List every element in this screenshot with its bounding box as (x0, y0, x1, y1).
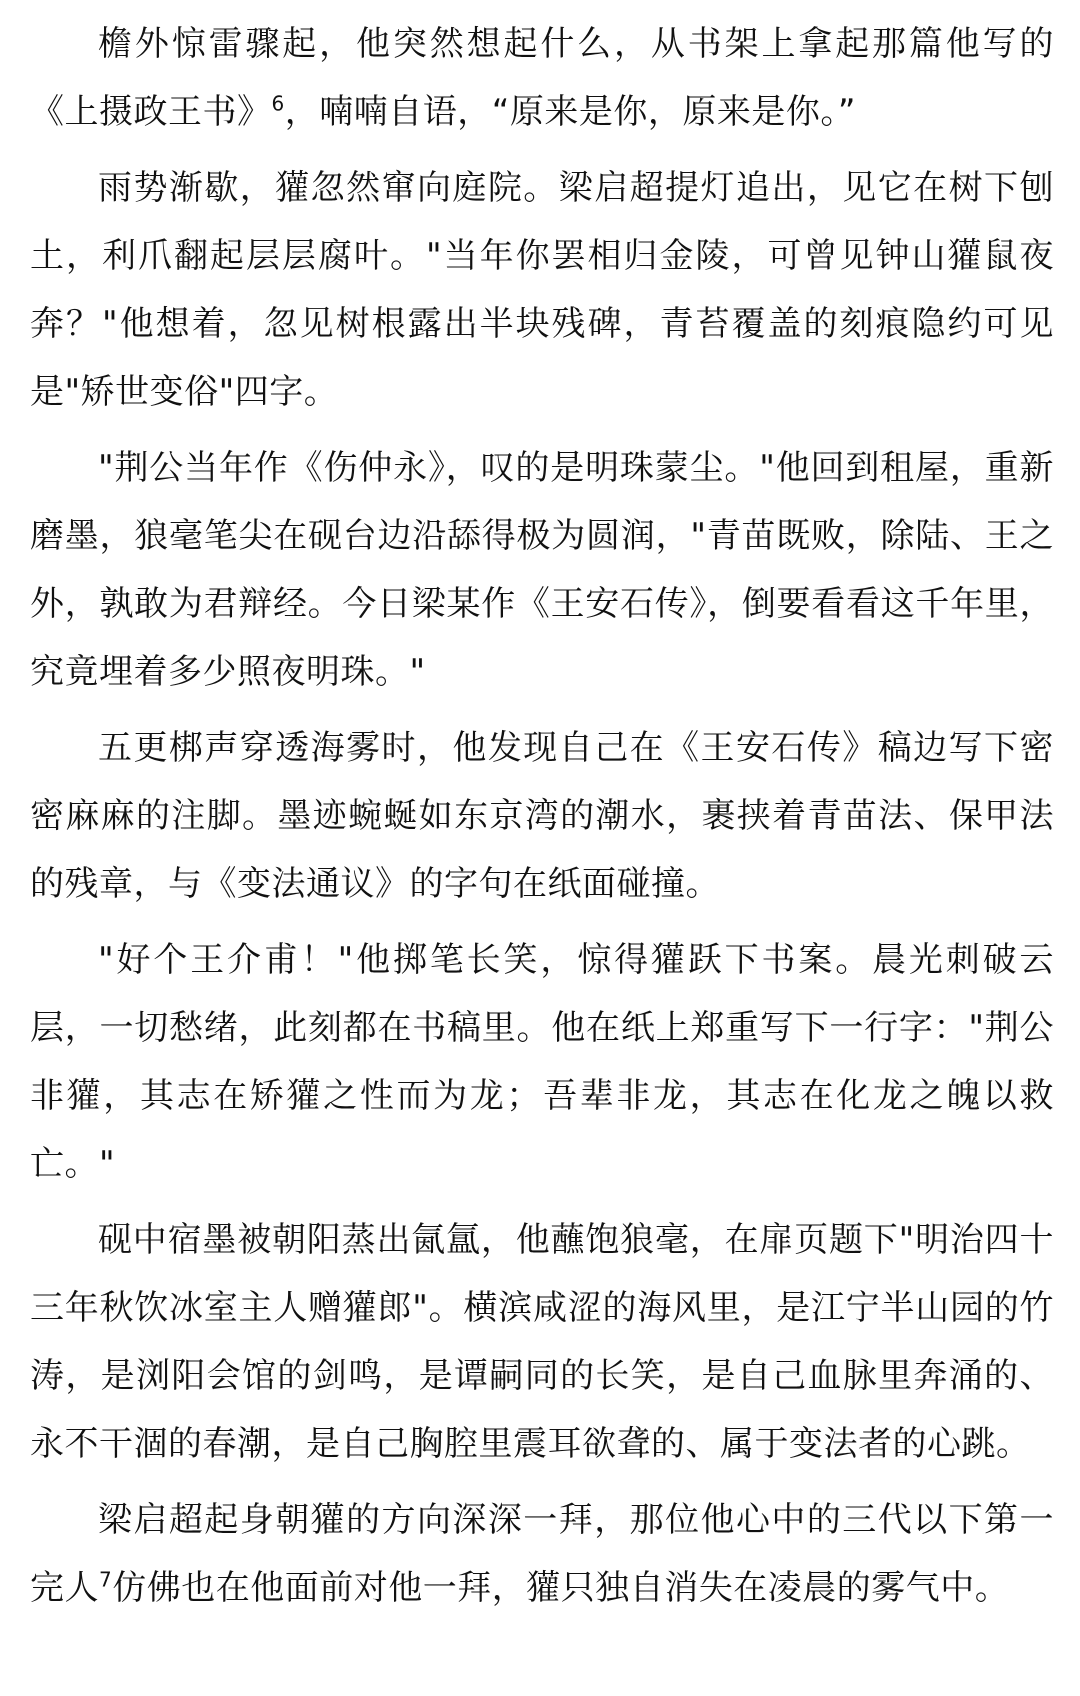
paragraph-2: 雨势渐歇，獾忽然窜向庭院。梁启超提灯追出，见它在树下刨土，利爪翻起层层腐叶。"当年你罢相归金陵，可曾见钟山獾鼠夜奔？"他想着，忽见树根露出半块残碑，青苔覆盖的刻痕隐约可见是"矫世变俗"四字。 (30, 168, 1054, 412)
paragraph-7 (30, 1486, 1054, 1622)
paragraph-5: "好个王介甫！"他掷笔长笑，惊得獾跃下书案。晨光刺破云层，一切愁绪，此刻都在书稿里。他在纸上郑重写下一行字："荆公非獾，其志在矫獾之性而为龙；吾辈非龙，其志在化龙之魄以救亡。" (30, 940, 1054, 1184)
paragraph-1 (30, 10, 1054, 146)
footnote-marker-6: 6 (271, 91, 285, 116)
paragraph-3: "荆公当年作《伤仲永》，叹的是明珠蒙尘。"他回到租屋，重新磨墨，狼毫笔尖在砚台边沿舔得极为圆润，"青苗既败，除陆、王之外，孰敢为君辩经。今日梁某作《王安石传》，倒要看看这千年里，究竟埋着多少照夜明珠。" (30, 448, 1054, 692)
paragraph-1-text-cont: ，喃喃自语，“原来是你，原来是你。” (284, 92, 856, 132)
paragraph-7-text-cont: 仿佛也在他面前对他一拜，獾只独自消失在凌晨的雾气中。 (112, 1568, 1010, 1608)
paragraph-4: 五更梆声穿透海雾时，他发现自己在《王安石传》稿边写下密密麻麻的注脚。墨迹蜿蜒如东京湾的潮水，裹挟着青苗法、保甲法的残章，与《变法通议》的字句在纸面碰撞。 (30, 728, 1054, 904)
footnote-marker-7: 7 (99, 1567, 113, 1592)
paragraph-1-text: 檐外惊雷骤起，他突然想起什么，从书架上拿起那篇他写的《上摄政王书》 (30, 24, 1054, 132)
paragraph-6: 砚中宿墨被朝阳蒸出氤氲，他蘸饱狼毫，在扉页题下"明治四十三年秋饮冰室主人赠獾郎"。横滨咸涩的海风里，是江宁半山园的竹涛，是浏阳会馆的剑鸣，是谭嗣同的长笑，是自己血脉里奔涌的、永不干涸的春潮，是自己胸腔里震耳欲聋的、属于变法者的心跳。 (30, 1220, 1054, 1464)
paragraph-7-text: 梁启超起身朝獾的方向深深一拜，那位他心中的三代以下第一完人 (30, 1500, 1054, 1608)
